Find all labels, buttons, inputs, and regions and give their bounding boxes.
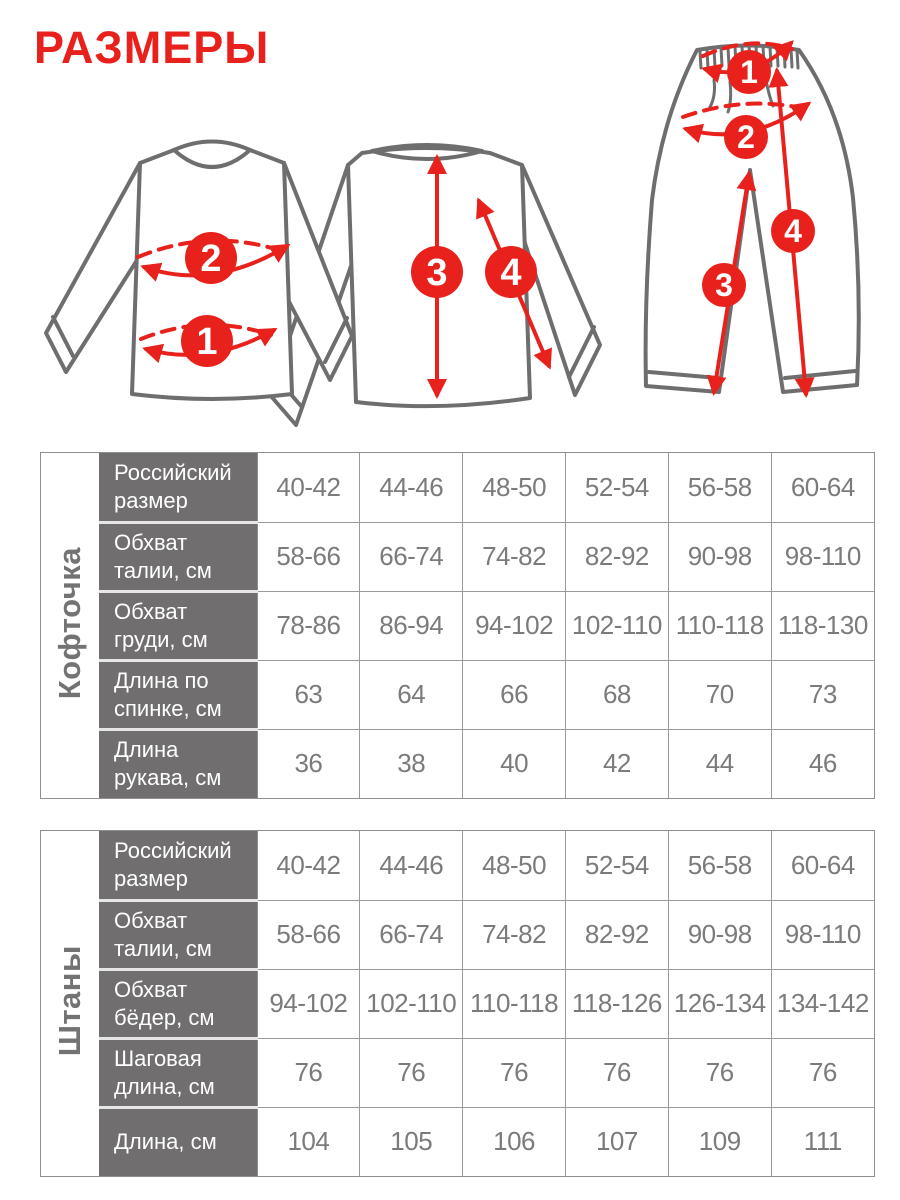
pants-waist-marker-number: 1 <box>740 54 758 90</box>
value-cell: 102-110 <box>360 969 463 1038</box>
value-cell: 74-82 <box>463 900 566 969</box>
value-cell: 56-58 <box>668 831 771 900</box>
value-cell: 40-42 <box>257 831 360 900</box>
table-row <box>41 1107 874 1176</box>
pants-hip-marker-number: 2 <box>737 119 755 155</box>
value-cell: 76 <box>668 1038 771 1107</box>
value-cell: 78-86 <box>257 591 360 660</box>
value-cell: 98-110 <box>771 522 874 591</box>
value-cell: 40 <box>463 729 566 798</box>
pants-length-marker-number: 4 <box>784 213 802 249</box>
value-cell: 70 <box>668 660 771 729</box>
value-cell: 48-50 <box>463 831 566 900</box>
category-label: Кофточка <box>52 546 87 700</box>
category-label: Штаны <box>52 945 87 1057</box>
value-cell: 76 <box>565 1038 668 1107</box>
table-row <box>41 969 874 1038</box>
table-row <box>41 1038 874 1107</box>
value-cell: 76 <box>257 1038 360 1107</box>
value-cell: 60-64 <box>771 453 874 522</box>
value-cell: 76 <box>463 1038 566 1107</box>
value-cell: 102-110 <box>565 591 668 660</box>
value-cell: 110-118 <box>668 591 771 660</box>
back-length-marker-number: 3 <box>426 252 448 294</box>
row-header: Длина, см <box>99 1107 257 1176</box>
value-cell: 98-110 <box>771 900 874 969</box>
table-row <box>41 660 874 729</box>
pants-diagram <box>646 45 859 392</box>
value-cell: 52-54 <box>565 831 668 900</box>
value-cell: 58-66 <box>257 900 360 969</box>
value-cell: 82-92 <box>565 900 668 969</box>
value-cell: 66-74 <box>360 522 463 591</box>
value-cell: 44-46 <box>360 453 463 522</box>
value-cell: 106 <box>463 1107 566 1176</box>
value-cell: 118-126 <box>565 969 668 1038</box>
inseam-marker-number: 3 <box>715 267 733 303</box>
table-row <box>41 522 874 591</box>
value-cell: 60-64 <box>771 831 874 900</box>
value-cell: 76 <box>771 1038 874 1107</box>
value-cell: 68 <box>565 660 668 729</box>
row-header: Обхват бёдер, см <box>99 969 257 1038</box>
shirt-waist-marker-number: 1 <box>196 321 218 363</box>
category-label-cell <box>41 453 99 798</box>
value-cell: 118-130 <box>771 591 874 660</box>
value-cell: 94-102 <box>257 969 360 1038</box>
table-row <box>41 591 874 660</box>
table-row <box>41 831 874 900</box>
shirt-front-left-sleeve <box>46 163 146 372</box>
value-cell: 94-102 <box>463 591 566 660</box>
value-cell: 52-54 <box>565 453 668 522</box>
value-cell: 38 <box>360 729 463 798</box>
value-cell: 110-118 <box>463 969 566 1038</box>
value-cell: 111 <box>803 1126 842 1157</box>
value-cell: 82-92 <box>565 522 668 591</box>
page-title: РАЗМЕРЫ <box>34 22 270 73</box>
row-header: Обхват талии, см <box>99 900 257 969</box>
value-cell: 104 <box>257 1107 360 1176</box>
value-cell: 48-50 <box>463 453 566 522</box>
value-cell: 73 <box>771 660 874 729</box>
value-cell: 63 <box>257 660 360 729</box>
chest-marker-number: 2 <box>200 238 222 280</box>
row-header: Российский размер <box>99 453 257 522</box>
value-cell: 105 <box>360 1107 463 1176</box>
table-row <box>41 900 874 969</box>
value-cell: 107 <box>565 1107 668 1176</box>
value-cell: 126-134 <box>668 969 771 1038</box>
value-cell: 66-74 <box>360 900 463 969</box>
sleeve-length-marker-number: 4 <box>500 252 522 294</box>
value-cell: 40-42 <box>257 453 360 522</box>
row-header: Обхват талии, см <box>99 522 257 591</box>
value-cell: 74-82 <box>463 522 566 591</box>
row-header: Длина по спинке, см <box>99 660 257 729</box>
table-row <box>41 453 874 522</box>
value-cell: 66 <box>463 660 566 729</box>
table-row <box>41 729 874 798</box>
value-cell: 36 <box>257 729 360 798</box>
value-cell: 64 <box>360 660 463 729</box>
value-cell: 134-142 <box>771 969 874 1038</box>
value-cell: 90-98 <box>668 522 771 591</box>
value-cell: 56-58 <box>668 453 771 522</box>
row-header: Длина рукава, см <box>99 729 257 798</box>
value-cell: 44 <box>668 729 771 798</box>
category-label-cell <box>41 831 99 1176</box>
garment-diagrams <box>0 0 900 445</box>
value-cell: 46 <box>808 748 837 779</box>
top-size-table <box>40 452 875 799</box>
value-cell: 86-94 <box>360 591 463 660</box>
value-cell: 58-66 <box>257 522 360 591</box>
pants-size-table <box>40 830 875 1177</box>
row-header: Шаговая длина, см <box>99 1038 257 1107</box>
value-cell: 76 <box>360 1038 463 1107</box>
value-cell: 90-98 <box>668 900 771 969</box>
value-cell: 44-46 <box>360 831 463 900</box>
row-header: Российский размер <box>99 831 257 900</box>
row-header: Обхват груди, см <box>99 591 257 660</box>
value-cell: 42 <box>565 729 668 798</box>
value-cell: 109 <box>668 1107 771 1176</box>
pants-outline <box>646 46 859 393</box>
